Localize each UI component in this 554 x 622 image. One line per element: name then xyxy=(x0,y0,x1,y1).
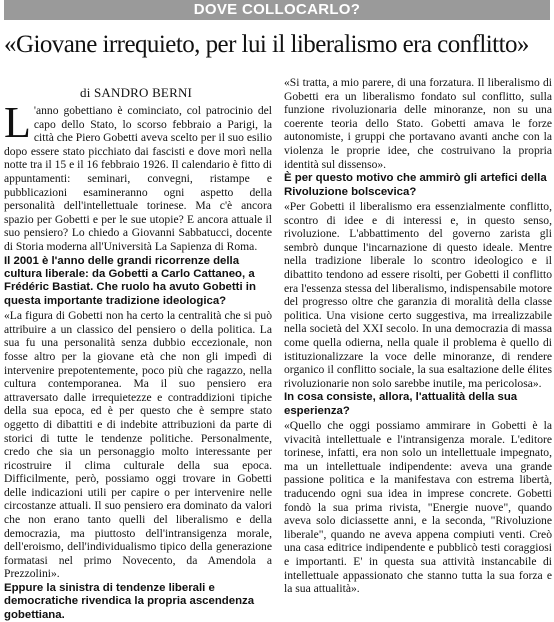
answer-4: «Quello che oggi possiamo ammirare in Gobetti è la vivacità intellettuale e l'intransigenza morale. L'editore torinese, infatti, era non solo un intellettuale impegnato, ma un intellettuale indipendente: aveva una grande passione politica e la manifestava con estrema libertà, traducendo ogni sua idea in imprese concrete. Gobetti fondò la sua prima rivista, "Energie nuove", quando aveva solo diciassette anni, e la seconda, "Rivoluzione liberale", quando ne aveva appena compiuti venti. Creò una casa editrice indipendente e pubblicò testi coraggiosi e importanti. E' in questa sua attività instancabile di intellettuale appassionato che stanno tutta la sua forza e la sua attualità». xyxy=(284,419,552,596)
drop-cap: L xyxy=(4,98,31,147)
intro-paragraph xyxy=(4,98,272,254)
left-column xyxy=(4,98,272,621)
question-4: In cosa consiste, allora, l'attualità della sua esperienza? xyxy=(284,391,518,417)
question-3: È per questo motivo che ammirò gli artefici della Rivoluzione bolscevica? xyxy=(284,172,547,198)
answer-3: «Per Gobetti il liberalismo era essenzialmente conflitto, scontro di idee e di interessi e, in questo senso, rivoluzione. L'abbattimento del governo zarista gli sembrò dunque l'incarnazione di questo ideale. Mentre nella tradizione liberale lo scontro ideologico e il dibattito tendono ad essere risolti, per Gobetti il conflitto era l'essenza stessa del liberalismo, indispensabile motore del progresso oltre che garanzia di moralità della classe politica. Una visione certo suggestiva, ma irrealizzabile nella società del XXI secolo. In una democrazia di massa come quella odierna, nella quale il problema è quello di istituzionalizzare la voce delle minoranze, di rendere organico il conflitto sociale, la sua esaltazione delle élites rivoluzionarie non solo sarebbe inutile, ma pericolosa». xyxy=(284,199,552,390)
right-column xyxy=(284,76,552,614)
answer-2: «Si tratta, a mio parere, di una forzatura. Il liberalismo di Gobetti era un liberalismo fondato sul conflitto, sulla funzione rivoluzionaria delle minoranze, non su una coerente teoria dello Stato. Gobetti amava le forze autonomiste, i gruppi che portavano avanti anche con la violenza le proprie idee, che costruivano la propria identità sul dissenso». xyxy=(284,76,552,171)
headline: «Giovane irrequieto, per lui il liberalismo era conflitto» xyxy=(4,31,529,58)
question-1: Il 2001 è l'anno delle grandi ricorrenze della cultura liberale: da Gobetti a Carlo Cattaneo, a Frédéric Bastiat. Che ruolo ha avuto Gobetti in questa importante tradizione ideologica? xyxy=(4,254,256,307)
byline: di SANDRO BERNI xyxy=(80,85,193,100)
answer-1: «La figura di Gobetti non ha certo la centralità che si può attribuire a un classico del pensiero o della politica. La sua fu una personalità senza dubbio eccezionale, non fosse altro per la giovane età che non gli impedì di intervenire prepotentemente, poco più che ragazzo, nella cultura contemporanea. Ma il suo pensiero era attraversato dalle irrequietezze e contraddizioni tipiche della sua epoca, ed è per questo che è sempre stato oggetto di dibattiti e di indebite attribuzioni da parte di storici di tutte le tendenze politiche. Personalmente, credo che sia un personaggio molto interessante per ricostruire il clima culturale della sua epoca. Difficilmente, però, possiamo oggi trovare in Gobetti delle indicazioni utili per capire o per intervenire nelle circostanze attuali. Il suo pensiero era dominato da valori che non erano tanto quelli del liberalismo e della democrazia, ma piuttosto dell'intransigenza morale, dell'eroismo, dell'individualismo tipico della generazione formatasi nel primo Novecento, da Amendola a Prezzolini». xyxy=(4,309,272,581)
intro-text: 'anno gobettiano è cominciato, col patrocinio del capo dello Stato, lo scorso febbraio a Parigi, la città che Piero Gobetti aveva scelto per il suo esilio dopo essere stato picchiato dai fascisti e dove morì nella notte tra il 15 e il 16 febbraio 1926. Il calendario è fitto di appuntamenti: seminari, convegni, ristampe e pubblicazioni esamineranno ogni aspetto della personalità dell'intellettuale torinese. Ma c'è ancora spazio per Gobetti e per le sue utopie? E ancora attuale il suo pensiero? Lo chiedo a Giovanni Sabbatucci, docente di Storia moderna all'Università La Sapienza di Roma. xyxy=(4,104,272,253)
section-banner: DOVE COLLOCARLO? xyxy=(4,0,550,20)
question-2: Eppure la sinistra di tendenze liberali e democratiche rivendica la propria ascendenza gobettiana. xyxy=(4,582,255,621)
